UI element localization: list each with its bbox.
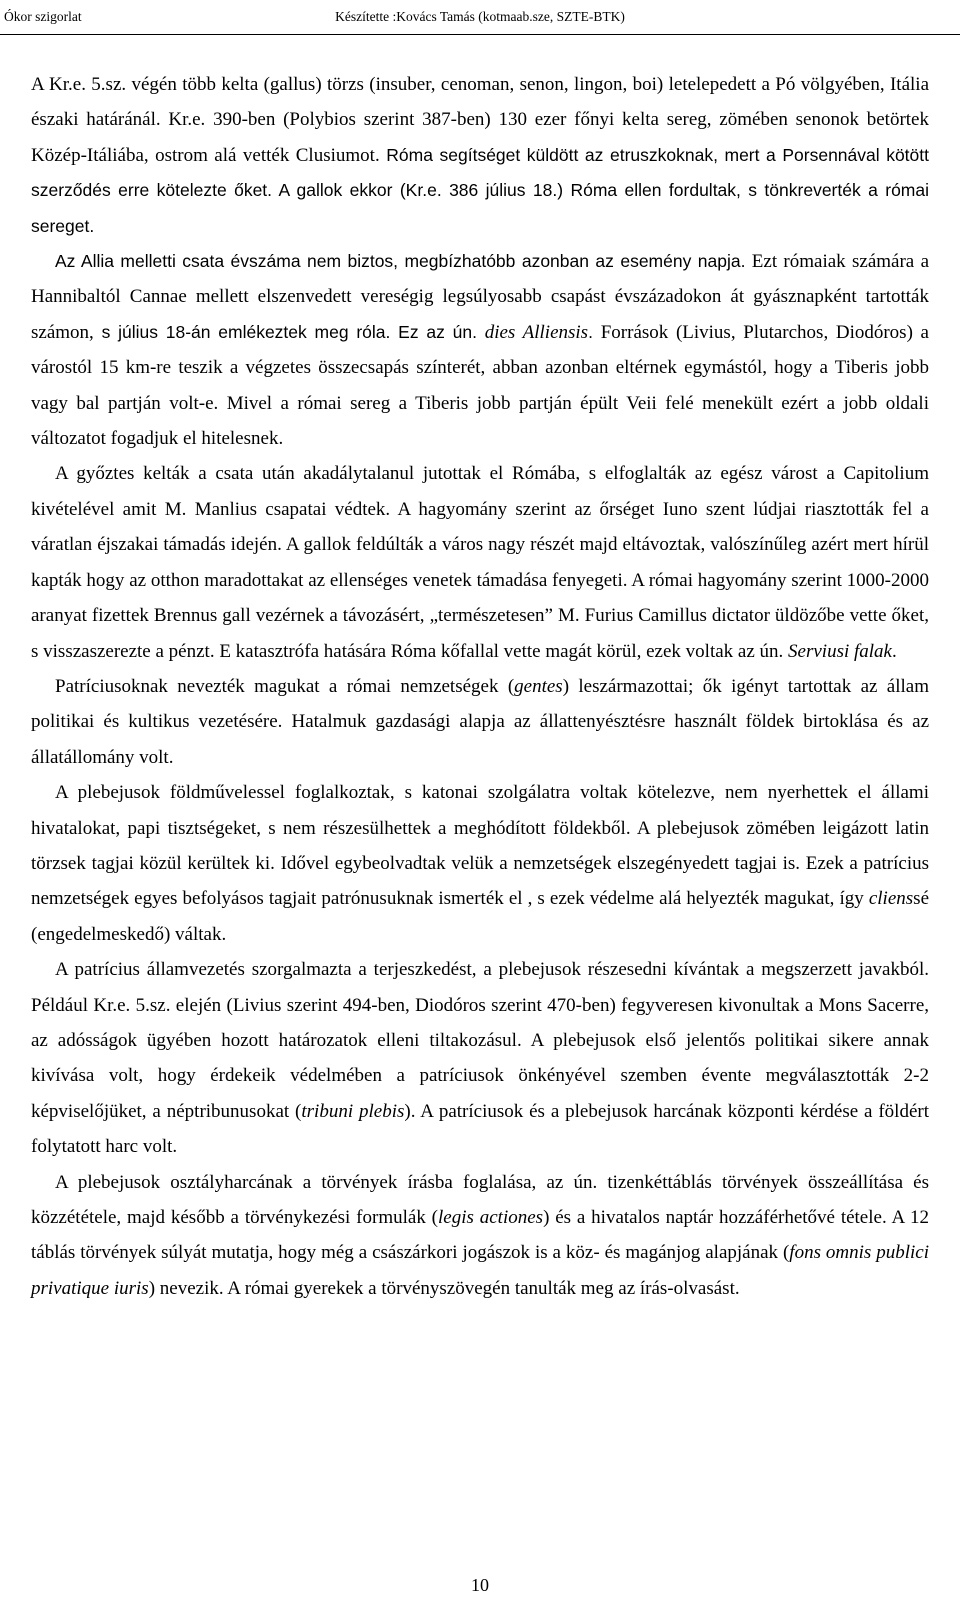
p5-text-a: A plebejusok földművelessel foglalkoztak, s katonai szolgálatra voltak kötelezve, nem nyerhettek el állami hivatalokat, papi tisztségeket, s nem részesülhettek a meghódított földekből. A plebejusok zömében leigázott latin törzsek tagjai közül kerültek ki. Idővel egybeolvadtak velük a nemzetségek elszegényedett tagjai is. Ezek a patrícius nemzetségek egyes befolyásos tagjait patrónusuknak ismerték el , s ezek védelme alá helyezték magukat, így bbox=[31, 782, 929, 910]
p5-text-b: sé (engedelmeskedő) váltak. bbox=[31, 888, 929, 945]
p2-text-a: Az Allia melletti csata évszáma nem biztos, megbízhatóbb azonban az esemény napja. bbox=[55, 251, 746, 272]
p4-text-b: ) leszármazottai; ők igényt tartottak az állam politikai és kultikus vezetésére. Hatalmuk gazdasági alapja az állattenyésztésre használt földek birtoklása és az állatállomány volt. bbox=[31, 675, 929, 768]
p2-italic-dies-alliensis: dies Alliensis bbox=[484, 321, 589, 343]
paragraph-6 bbox=[31, 952, 929, 1164]
p3-text-a: A győztes kelták a csata után akadálytalanul jutottak el Rómába, s elfoglalták az egész várost a Capitolium kivételével amit M. Manlius csapatai védtek. A hagyomány szerint az őrséget Iuno szent lúdjai riasztották fel a váratlan éjszakai támadás idején. A gallok feldúlták a város nagy részét majd eltávoztak, valószínűleg azért mert hírül kapták hogy az otthon maradottakat az ellenséges venetek támadása fenyegeti. A római hagyomány szerint 1000-2000 aranyat fizettek Brennus gall vezérnek a távozásért, „természetesen” M. Furius Camillus dictator üldözőbe vette őket, s visszaszerezte a pénzt. E katasztrófa hatására Róma kőfallal vette magát körül, ezek voltak az ún. bbox=[31, 463, 929, 662]
p5-italic-cliens: cliens bbox=[868, 888, 914, 910]
p2-text-e: Források (Livius, Plutarchos, Diodóros) a várostól 15 km-re teszik a végzetes összecsapás színterét, abban azonban eltérnek egymástól, hogy a Tiberis jobb vagy bal partján volt-e. Mivel a római sereg a Tiberis jobb partján épült Veii felé menekült ezért a jobb oldali változatot fogadjuk el hitelesnek. bbox=[31, 321, 929, 450]
p1-text-a: A Kr.e. 5.sz. végén több kelta (gallus) törzs (insuber, cenoman, senon, lingon, boi) letelepedett a Pó völgyében, Itália északi határánál. Kr.e. 390-ben (Polybios szerint 387-ben) 130 ezer főnyi kelta sereg, zömében senonok betörtek Közép-Itáliába, ostrom alá vették Clusiumot. bbox=[31, 74, 929, 166]
paragraph-3 bbox=[31, 456, 929, 668]
p7-text-a: A plebejusok osztályharcának a törvények írásba foglalása, az ún. tizenkéttáblás törvények összeállítása és közzététele, majd később a törvénykezési formulák ( bbox=[31, 1171, 929, 1228]
p6-text-b: ). A patríciusok és a plebejusok harcának központi kérdése a földért folytatott harc volt. bbox=[31, 1100, 929, 1158]
p7-italic-legis-actiones: legis actiones bbox=[438, 1207, 544, 1228]
header-divider bbox=[0, 34, 960, 35]
paragraph-1 bbox=[31, 67, 929, 244]
page-number: 10 bbox=[471, 1575, 489, 1595]
p2-text-c: s július 18-án emlékeztek meg róla. Ez az ún. bbox=[93, 321, 485, 342]
paragraph-7 bbox=[31, 1165, 929, 1307]
p2-text-b: Ezt rómaiak számára a Hannibaltól Cannae mellett elszenvedett vereségig legsúlyosabb csapást évszázadokon át gyásznapként tartották számon, bbox=[31, 251, 929, 343]
p3-text-b: . bbox=[891, 640, 897, 662]
p6-italic-tribuni-plebis: tribuni plebis bbox=[301, 1100, 405, 1122]
p2-text-d: . bbox=[588, 321, 601, 342]
document-body bbox=[31, 67, 929, 1306]
header-left-title: Ókor szigorlat bbox=[4, 9, 82, 24]
header-author: Készítette :Kovács Tamás (kotmaab.sze, SZTE-BTK) bbox=[335, 9, 625, 24]
p6-text-a: A patrícius államvezetés szorgalmazta a terjeszkedést, a plebejusok részesedni kívántak a megszerzett javakból. Például Kr.e. 5.sz. elején (Livius szerint 494-ben, Diodóros szerint 470-ben) fegyveresen kivonultak a Mons Sacerre, az adósságok ügyében hozott határozatok elleni tiltakozásul. A plebejusok első jelentős politikai sikere annak kivívása volt, hogy érdekeik védelmében a patríciusok önkényével szemben évente megválasztották 2-2 képviselőjüket, a néptribunusokat ( bbox=[31, 959, 929, 1122]
paragraph-5 bbox=[31, 775, 929, 952]
paragraph-2 bbox=[31, 244, 929, 456]
p4-text-a: Patríciusoknak nevezték magukat a római nemzetségek ( bbox=[55, 675, 515, 697]
paragraph-4 bbox=[31, 669, 929, 775]
p3-italic-serviusi-falak: Serviusi falak bbox=[788, 640, 892, 662]
p1-text-b: Róma segítséget küldött az etruszkoknak, mert a Porsennával kötött szerződés erre kötelezte őket. A gallok ekkor (Kr.e. 386 július 18.) Róma ellen fordultak, s tönkreverték a római sereget. bbox=[31, 144, 929, 236]
page-header bbox=[0, 4, 960, 34]
p7-italic-fons-omnis: fons omnis publici privatique iuris bbox=[31, 1242, 930, 1299]
p4-italic-gentes: gentes bbox=[514, 675, 563, 697]
p7-text-c: ) nevezik. A római gyerekek a törvényszövegén tanulták meg az írás-olvasást. bbox=[148, 1277, 740, 1299]
p7-text-b: ) és a hivatalos naptár hozzáférhetővé tétele. A 12 táblás törvények súlyát mutatja, hogy még a császárkori jogászok is a köz- és magánjog alapjának ( bbox=[31, 1207, 930, 1264]
